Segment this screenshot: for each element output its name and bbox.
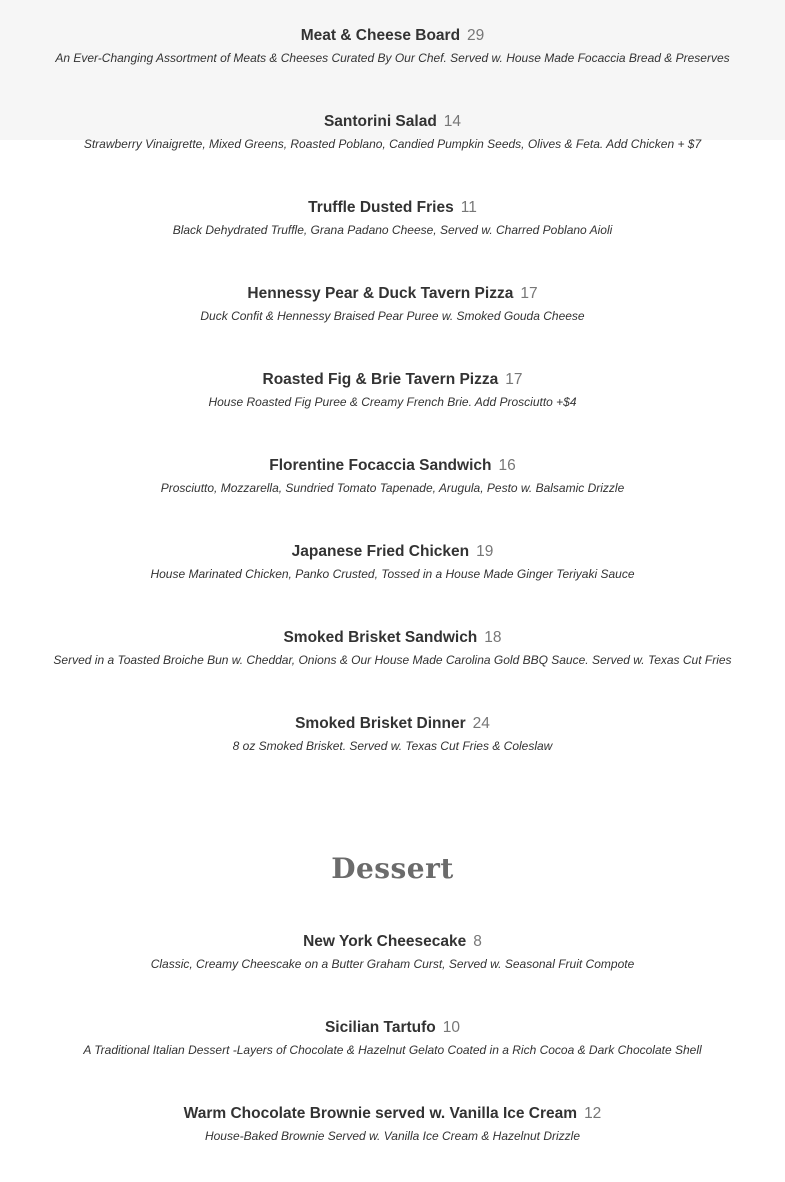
- item-name: Roasted Fig & Brie Tavern Pizza: [262, 371, 499, 388]
- menu-item: [0, 284, 785, 323]
- item-name: Smoked Brisket Dinner: [295, 715, 466, 732]
- item-name: Warm Chocolate Brownie served w. Vanilla Ice Cream: [183, 1105, 578, 1122]
- item-name: New York Cheesecake: [303, 933, 467, 950]
- item-description: A Traditional Italian Dessert -Layers of Chocolate & Hazelnut Gelato Coated in a Rich Cocoa & Dark Chocolate Shell: [83, 1043, 702, 1057]
- item-price: 17: [505, 371, 523, 388]
- menu-item: [0, 370, 785, 409]
- menu-item: [0, 714, 785, 753]
- item-description: Duck Confit & Hennessy Braised Pear Puree w. Smoked Gouda Cheese: [200, 309, 585, 323]
- item-price: 14: [443, 113, 462, 130]
- item-description: House Marinated Chicken, Panko Crusted, Tossed in a House Made Ginger Teriyaki Sauce: [150, 567, 635, 581]
- item-description: House-Baked Brownie Served w. Vanilla Ice Cream & Hazelnut Drizzle: [204, 1129, 581, 1143]
- dessert-item: [0, 1018, 785, 1057]
- menu-item: [0, 112, 785, 151]
- item-description: House Roasted Fig Puree & Creamy French Brie. Add Prosciutto +$4: [208, 395, 577, 409]
- item-name: Japanese Fried Chicken: [291, 543, 470, 560]
- menu-item: [0, 628, 785, 667]
- item-price: 11: [460, 199, 477, 216]
- item-description: An Ever-Changing Assortment of Meats & Cheeses Curated By Our Chef. Served w. House Made Focaccia Bread & Preserves: [55, 51, 730, 65]
- section-title-dessert: Dessert: [331, 852, 454, 885]
- item-description: Served in a Toasted Broiche Bun w. Cheddar, Onions & Our House Made Carolina Gold BBQ Sauce. Served w. Texas Cut Fries: [53, 653, 732, 667]
- item-description: 8 oz Smoked Brisket. Served w. Texas Cut Fries & Coleslaw: [232, 739, 553, 753]
- item-price: 10: [442, 1019, 461, 1036]
- menu-item: [0, 542, 785, 581]
- item-price: 17: [520, 285, 538, 302]
- item-price: 19: [476, 543, 494, 560]
- menu-item: [0, 198, 785, 237]
- item-description: Classic, Creamy Cheescake on a Butter Graham Curst, Served w. Seasonal Fruit Compote: [150, 957, 635, 971]
- item-name: Meat & Cheese Board: [300, 27, 461, 44]
- menu-item: [0, 26, 785, 65]
- item-price: 24: [472, 715, 490, 732]
- dessert-item: [0, 1104, 785, 1143]
- dessert-item: [0, 932, 785, 971]
- item-price: 12: [584, 1105, 602, 1122]
- item-price: 18: [484, 629, 502, 646]
- item-price: 16: [498, 457, 516, 474]
- menu-item: [0, 456, 785, 495]
- item-name: Santorini Salad: [323, 113, 437, 130]
- item-description: Prosciutto, Mozzarella, Sundried Tomato Tapenade, Arugula, Pesto w. Balsamic Drizzle: [160, 481, 625, 495]
- item-name: Smoked Brisket Sandwich: [283, 629, 478, 646]
- item-name: Florentine Focaccia Sandwich: [269, 457, 492, 474]
- item-price: 8: [473, 933, 482, 950]
- item-description: Strawberry Vinaigrette, Mixed Greens, Roasted Poblano, Candied Pumpkin Seeds, Olives & Feta. Add Chicken + $7: [83, 137, 702, 151]
- item-name: Truffle Dusted Fries: [308, 199, 454, 216]
- item-description: Black Dehydrated Truffle, Grana Padano Cheese, Served w. Charred Poblano Aioli: [172, 223, 613, 237]
- item-price: 29: [467, 27, 485, 44]
- item-name: Sicilian Tartufo: [324, 1019, 436, 1036]
- item-name: Hennessy Pear & Duck Tavern Pizza: [247, 285, 514, 302]
